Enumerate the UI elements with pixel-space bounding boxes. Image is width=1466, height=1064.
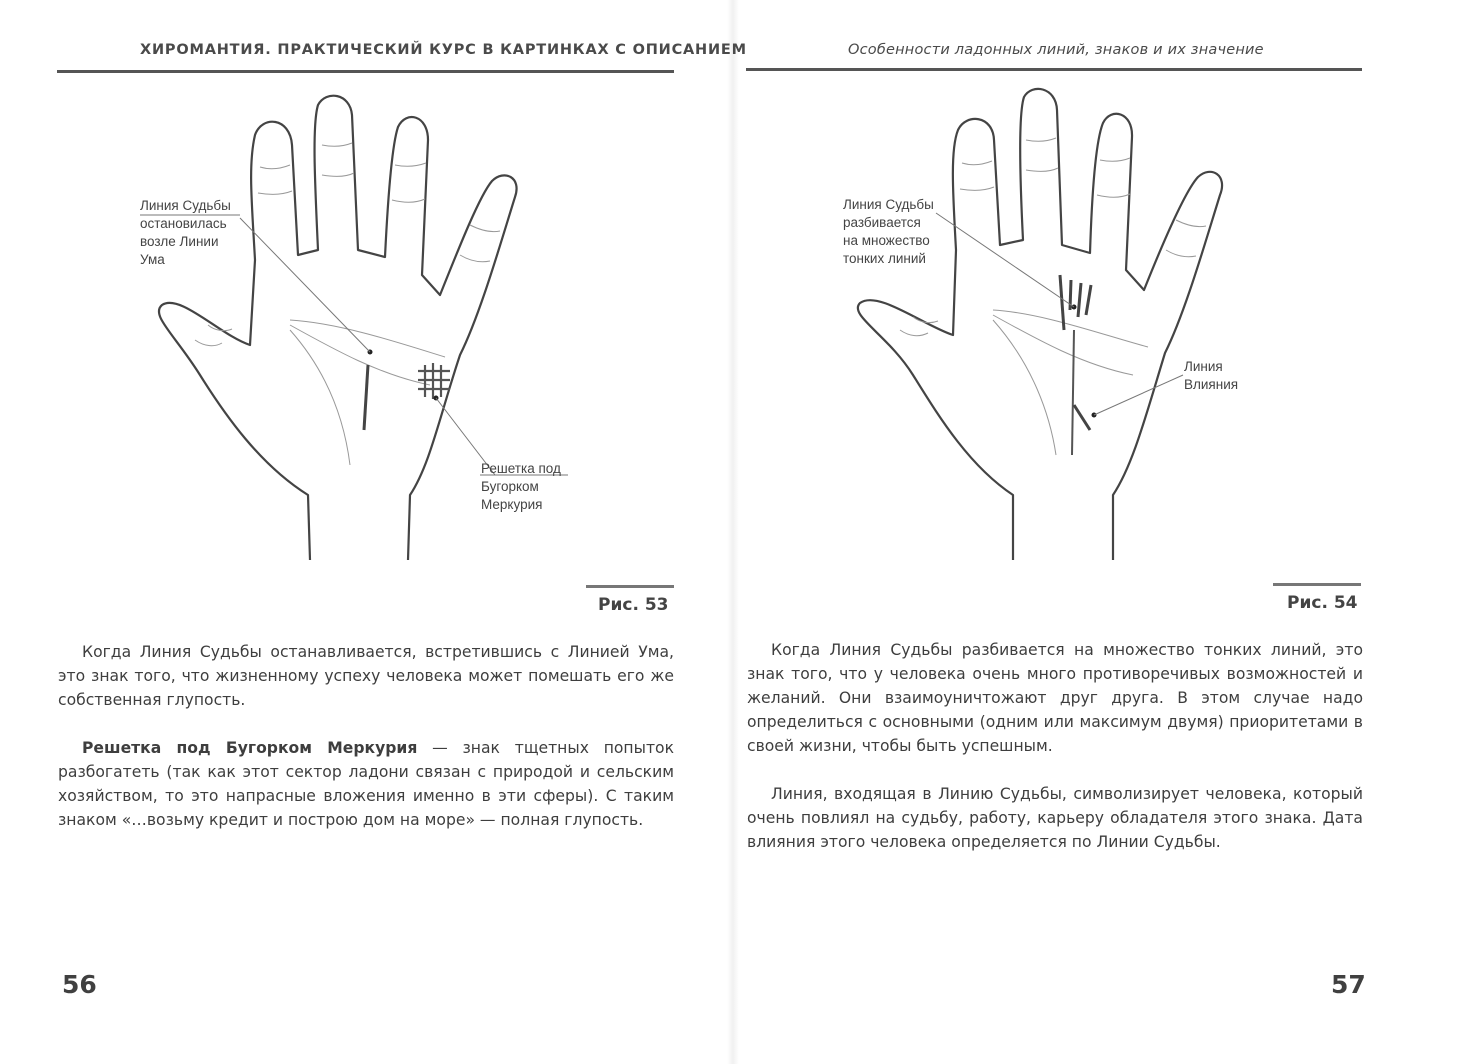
callout-leader: [240, 218, 370, 352]
life-line: [290, 330, 350, 465]
callout-top-line4: Ума: [140, 252, 165, 267]
callout-right-line2: Влияния: [1184, 377, 1239, 392]
split-lines: [1060, 275, 1091, 330]
callout-top-line4: тонких линий: [843, 251, 926, 266]
finger-crease: [1026, 138, 1058, 171]
grid-sign: [418, 363, 450, 399]
finger-crease: [1097, 158, 1130, 197]
callout-leader: [1094, 375, 1183, 415]
figure-rule: [586, 585, 674, 588]
callout-right-line1: Линия: [1184, 359, 1223, 374]
callout-bottom-line2: Бугорком: [481, 479, 539, 494]
heart-line: [290, 320, 445, 357]
figure-label: Рис. 53: [598, 595, 669, 615]
figure-label: Рис. 54: [1287, 593, 1358, 613]
hand-outline: [858, 89, 1222, 560]
paragraph: [58, 736, 674, 832]
callout-bottom-line1: Решетка под: [481, 461, 561, 476]
finger-crease: [322, 143, 354, 176]
paragraph: Когда Линия Судьбы разбивается на множество тонких линий, это знак того, что у человека очень много противоречивых возможностей и желаний. Они взаимоуничтожают друг друга. В этом случае надо определиться с основными (одним или максимум двумя) приоритетами в своей жизни, чтобы быть успешным.: [747, 641, 1363, 755]
fate-line: [1072, 330, 1074, 455]
heart-line: [993, 310, 1148, 347]
paragraph: Когда Линия Судьбы останавливается, встретившись с Линией Ума, это знак того, что жизненному успеху человека может помешать его же собственная глупость.: [58, 643, 674, 709]
header-rule-left: [57, 70, 674, 73]
thumb-crease: [195, 325, 232, 346]
palm-illustration-fig53: [140, 85, 620, 565]
influence-line: [1074, 405, 1090, 430]
right-text: [747, 638, 1363, 854]
callout-top-line3: на множество: [843, 233, 930, 248]
page-number: 57: [1331, 970, 1366, 999]
callout-top-line1: Линия Судьбы: [843, 197, 934, 212]
palm-illustration-fig54: [828, 85, 1368, 565]
finger-crease: [258, 165, 292, 194]
paragraph: Линия, входящая в Линию Судьбы, символизирует человека, который очень повлиял на судьбу, работу, карьеру обладателя этого знака. Дата влияния этого человека определяется по Линии Судьбы.: [747, 785, 1363, 851]
finger-crease: [392, 163, 426, 202]
callout-top-line2: остановилась: [140, 216, 227, 231]
callout-top-line2: разбивается: [843, 215, 921, 230]
paragraph-body: — знак тщетных попыток разбогатеть (так как этот сектор ладони связан с природой и сельским хозяйством, то это напрасные вложения именно в эти сферы). С таким знаком «…возьму кредит и построю дом на море» — полная глупость.: [58, 739, 674, 829]
paragraph-lead: Решетка под Бугорком Меркурия: [82, 739, 418, 757]
callout-bottom-line3: Меркурия: [481, 497, 543, 512]
header-rule-right: [746, 68, 1362, 71]
left-text: [58, 640, 674, 832]
running-head-right: Особенности ладонных линий, знаков и их значение: [848, 42, 1264, 58]
finger-crease: [960, 161, 994, 190]
callout-top-line3: возле Линии: [140, 234, 219, 249]
page-number: 56: [62, 970, 97, 999]
right-page: [733, 0, 1466, 1064]
head-line: [290, 325, 430, 385]
figure-rule: [1273, 583, 1361, 586]
callout-top-line1: Линия Судьбы: [140, 198, 231, 213]
life-line: [993, 320, 1056, 455]
running-head-left: ХИРОМАНТИЯ. ПРАКТИЧЕСКИЙ КУРС В КАРТИНКАХ С ОПИСАНИЕМ: [140, 42, 747, 58]
fate-line: [364, 365, 368, 430]
